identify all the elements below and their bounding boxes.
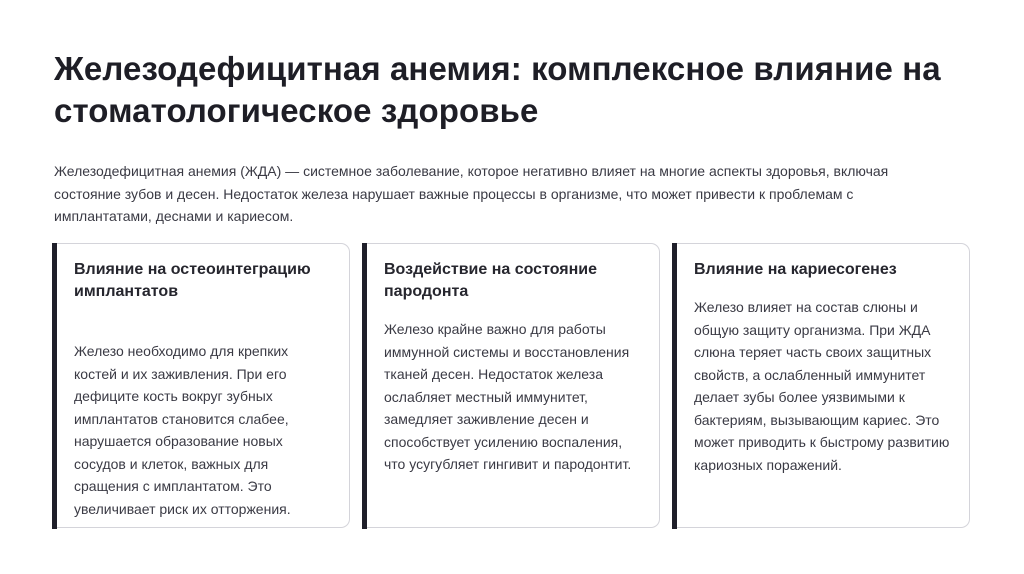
card-text: Железо крайне важно для работы иммунной системы и восстановления тканей десен. Недостаток железа ослабляет местный иммунитет, замедляет заживление десен и способствует усилению воспаления, что усугубляет гингивит и пародонтит.: [384, 321, 632, 472]
card-text: Железо влияет на состав слюны и общую защиту организма. При ЖДА слюна теряет часть своих защитных свойств, а ослабленный иммунитет делает зубы более уязвимыми к бактериям, вызывающим кариес. Это может приводить к быстрому развитию кариозных поражений.: [694, 299, 950, 473]
card-osseointegration: [52, 243, 350, 528]
card-cariogenesis: [672, 243, 970, 528]
card-periodontium: [362, 243, 660, 528]
card-title: Влияние на остеоинтеграцию имплантатов: [74, 261, 311, 300]
page-title: Железодефицитная анемия: комплексное влияние на стоматологическое здоровье: [54, 50, 941, 129]
cards-row: [52, 243, 970, 528]
card-text: Железо необходимо для крепких костей и их заживления. При его дефиците кость вокруг зубных имплантатов становится слабее, нарушается образование новых сосудов и клеток, важных для сращения с имплантатом. Это увеличивает риск их отторжения.: [74, 343, 291, 517]
card-title: Влияние на кариесогенез: [694, 261, 897, 278]
intro-paragraph: Железодефицитная анемия (ЖДА) — системное заболевание, которое негативно влияет на многие аспекты здоровья, включая состояние зубов и десен. Недостаток железа нарушает важные процессы в организме, что может привести к проблемам с имплантатами, деснами и кариесом.: [54, 163, 889, 224]
card-title: Воздействие на состояние пародонта: [384, 261, 597, 300]
